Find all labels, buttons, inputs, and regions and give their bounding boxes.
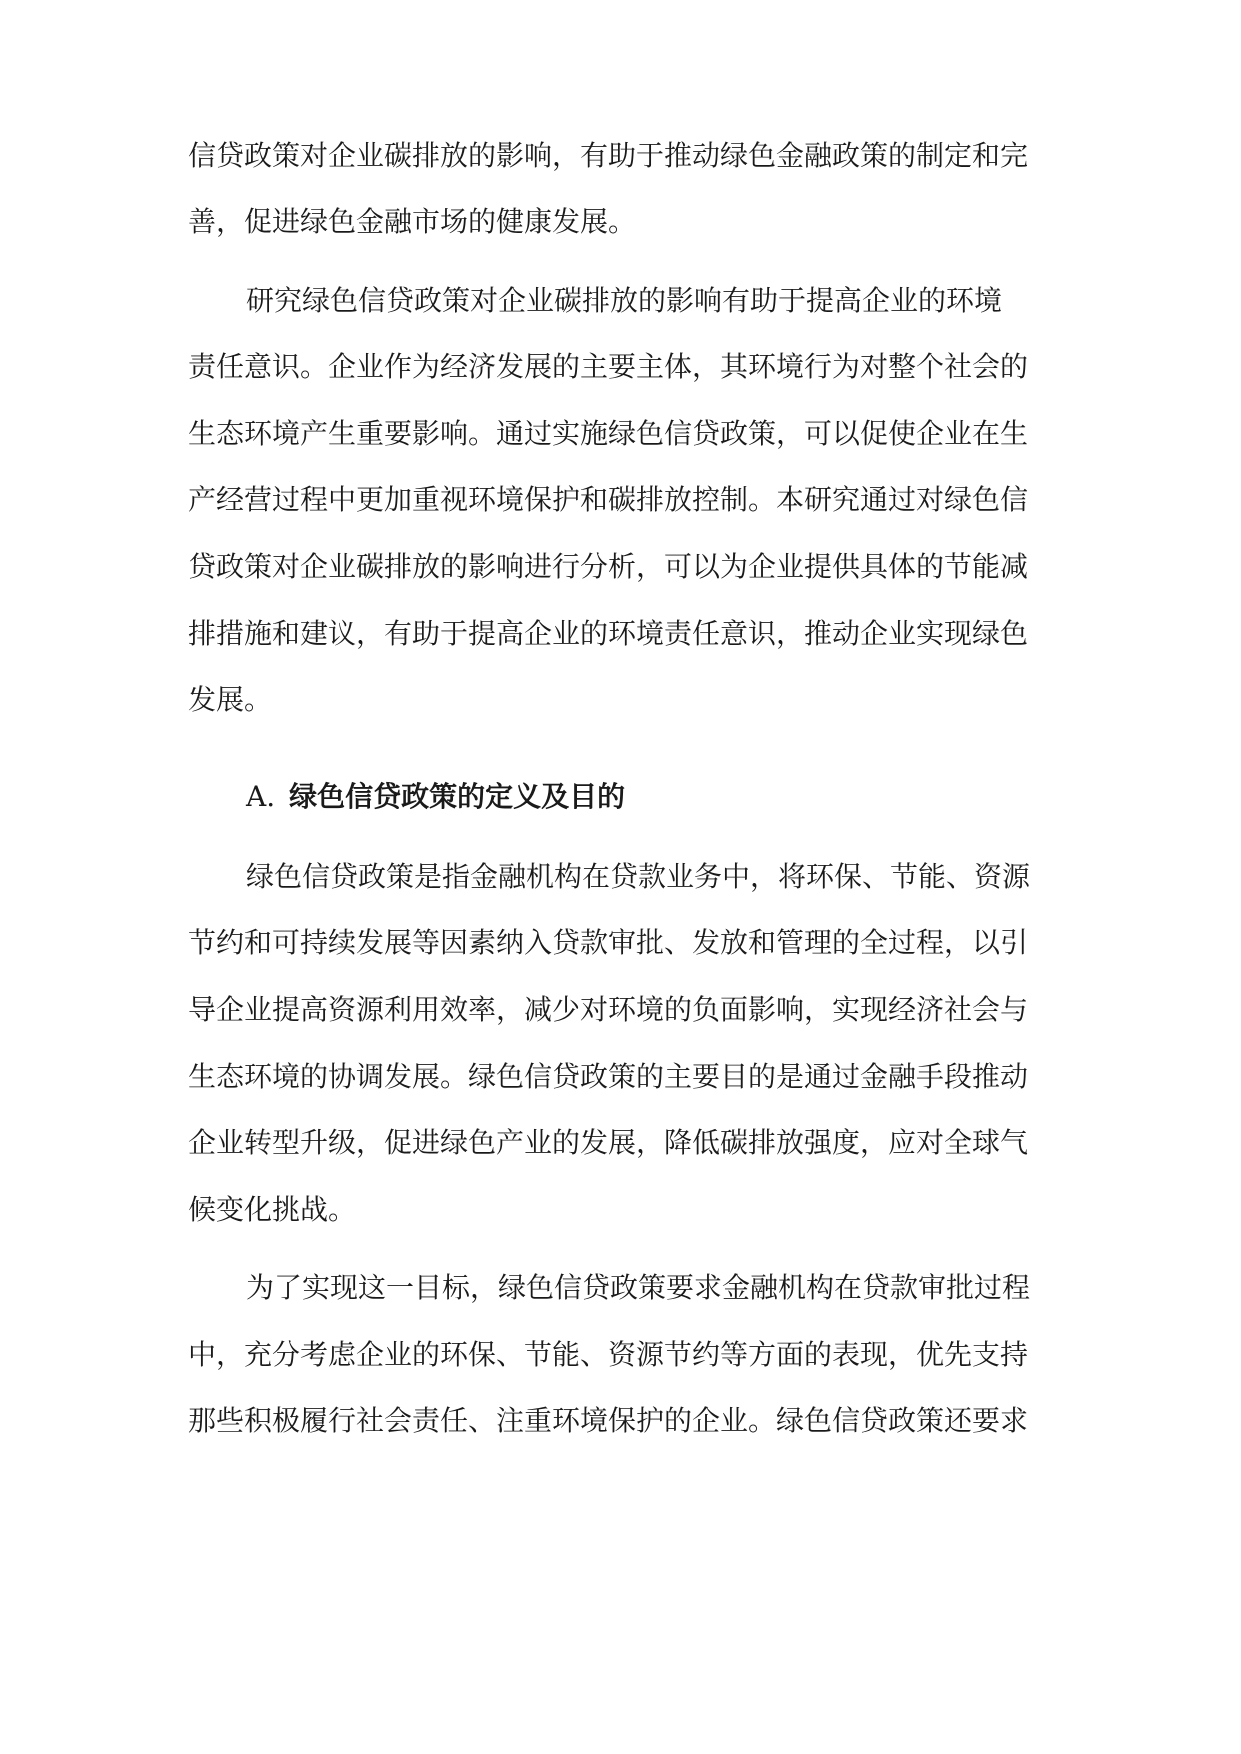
section-heading-text: 绿色信贷政策的定义及目的	[289, 780, 626, 813]
paragraph-line: 企业转型升级，促进绿色产业的发展，降低碳排放强度，应对全球气	[188, 1126, 1029, 1159]
paragraph-line: 那些积极履行社会责任、注重环境保护的企业。绿色信贷政策还要求	[188, 1404, 1029, 1437]
paragraph-first-line: 绿色信贷政策是指金融机构在贷款业务中，将环保、节能、资源	[246, 860, 1031, 893]
paragraph-line: 产经营过程中更加重视环境保护和碳排放控制。本研究通过对绿色信	[188, 483, 1029, 516]
paragraph-first-line: 为了实现这一目标，绿色信贷政策要求金融机构在贷款审批过程	[246, 1271, 1031, 1304]
section-heading	[246, 777, 625, 817]
paragraph-line: 节约和可持续发展等因素纳入贷款审批、发放和管理的全过程，以引	[188, 926, 1029, 959]
paragraph-line: 生态环境产生重要影响。通过实施绿色信贷政策，可以促使企业在生	[188, 417, 1029, 450]
paragraph-line: 善，促进绿色金融市场的健康发展。	[188, 205, 637, 238]
paragraph-line: 贷政策对企业碳排放的影响进行分析，可以为企业提供具体的节能减	[188, 550, 1029, 583]
paragraph-line: 导企业提高资源利用效率，减少对环境的负面影响，实现经济社会与	[188, 993, 1029, 1026]
paragraph-line: 生态环境的协调发展。绿色信贷政策的主要目的是通过金融手段推动	[188, 1060, 1029, 1093]
paragraph-line: 信贷政策对企业碳排放的影响，有助于推动绿色金融政策的制定和完	[188, 139, 1029, 172]
paragraph-line: 排措施和建议，有助于提高企业的环境责任意识，推动企业实现绿色	[188, 617, 1029, 650]
paragraph-line: 中，充分考虑企业的环保、节能、资源节约等方面的表现，优先支持	[188, 1338, 1029, 1371]
section-heading-marker: A.	[246, 780, 276, 813]
paragraph-line: 责任意识。企业作为经济发展的主要主体，其环境行为对整个社会的	[188, 350, 1029, 383]
paragraph-line: 候变化挑战。	[188, 1193, 357, 1226]
paragraph-line: 发展。	[188, 683, 273, 716]
paragraph-first-line: 研究绿色信贷政策对企业碳排放的影响有助于提高企业的环境	[246, 284, 1003, 317]
